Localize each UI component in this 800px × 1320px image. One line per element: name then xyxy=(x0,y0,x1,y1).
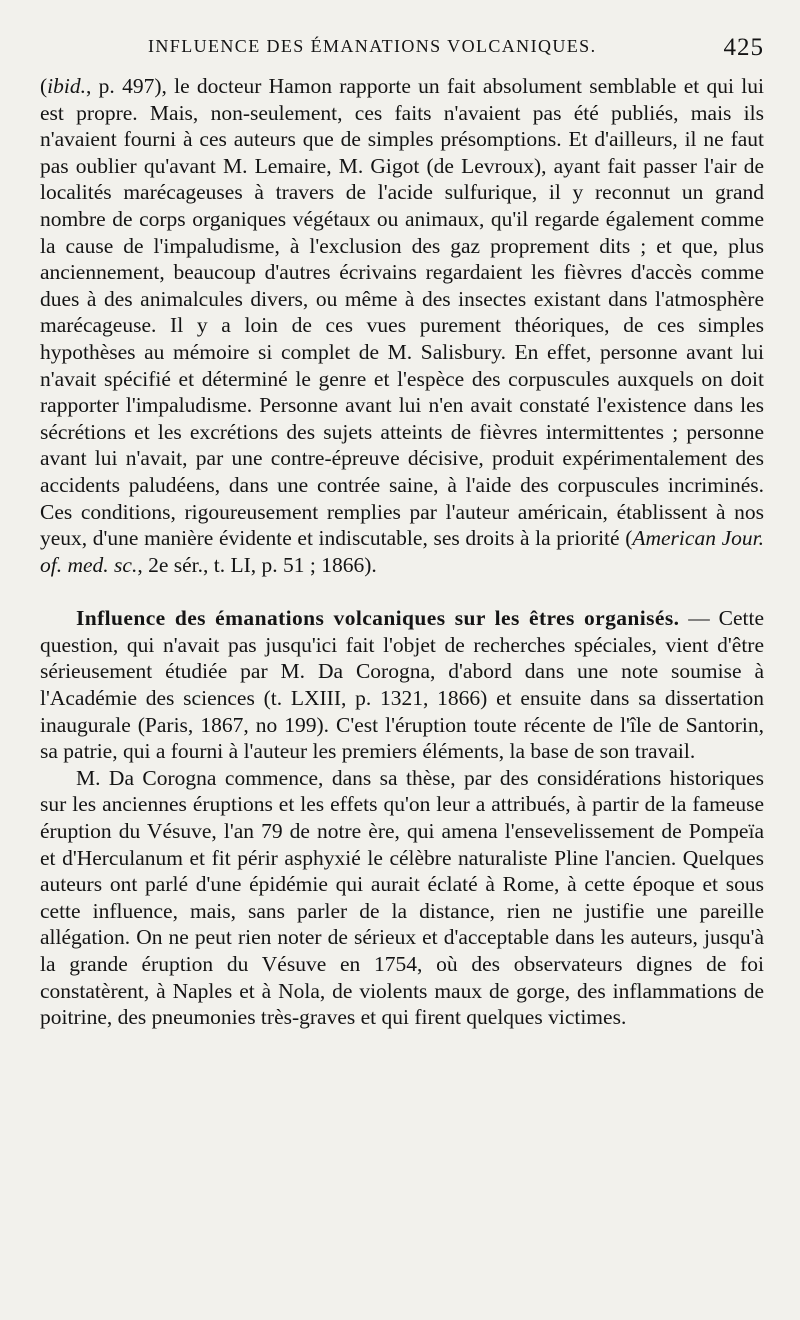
citation-end: , 2e sér., t. LI, p. 51 ; 1866). xyxy=(137,552,377,577)
ibid-reference: ibid. xyxy=(47,74,86,98)
section-text: — Cette question, qui n'avait pas jusqu'ici fait l'objet de recherches spéciales, vient d'être sérieusement étudiée par M. Da Corogna, d'abord dans une note soumise à l'Académie des sciences (t. LXIII, p. 1321, 1866) et ensuite dans sa dissertation inaugurale (Paris, 1867, no 199). C'est l'éruption toute récente de l'île de Santorin, sa patrie, qui a fourni à l'auteur les premiers éléments, la base de son travail. xyxy=(40,606,764,764)
running-header xyxy=(40,34,764,64)
running-title: INFLUENCE DES ÉMANATIONS VOLCANIQUES. xyxy=(148,36,597,56)
paragraph-1-text: , p. 497), le docteur Hamon rapporte un fait absolument semblable et qui lui est propre. Mais, non-seulement, ces faits n'avaient pas été publiés, mais ils n'avaient fourni à ces auteurs que de simples présomptions. Et d'ailleurs, il ne faut pas oublier qu'avant M. Lemaire, M. Gigot (de Levroux), ayant fait passer l'air de localités marécageuses à travers de l'acide sulfurique, il y reconnut un grand nombre de corps organiques végétaux ou animaux, qu'il regarde également comme la cause de l'impaludisme, à l'exclusion des gaz proprement dits ; et que, plus anciennement, beaucoup d'autres écrivains regardaient les fièvres d'accès comme dues à des animalcules divers, ou même à des insectes existant dans l'atmosphère marécageuse. Il y a loin de ces vues purement théoriques, de ces simples hypothèses au mémoire si complet de M. Salisbury. En effet, personne avant lui n'avait spécifié et déterminé le genre et l'espèce des corpuscules auxquels on doit rapporter l'impaludisme. Personne avant lui n'en avait constaté l'existence dans les sécrétions et les excrétions des sujets atteints de fièvres intermittentes ; personne avant lui n'avait, par une contre-épreuve décisive, produit expérimentalement des accidents paludéens, dans une contrée saine, à l'aide des corpuscules incriminés. Ces conditions, rigoureusement remplies par l'auteur américain, établissent à nos yeux, d'une manière évidente et indiscutable, ses droits à la priorité ( xyxy=(40,74,764,551)
paragraph-1: (ibid., p. 497), le docteur Hamon rapporte un fait absolument semblable et qui lui est propre. Mais, non-seulement, ces faits n'avaient pas été publiés, mais ils n'avaient fourni à ces auteurs que de simples présomptions. Et d'ailleurs, il ne faut pas oublier qu'avant M. Lemaire, M. Gigot (de Levroux), ayant fait passer l'air de localités marécageuses à travers de l'acide sulfurique, il y reconnut un grand nombre de corps organiques végétaux ou animaux, qu'il regarde également comme la cause de l'impaludisme, à l'exclusion des gaz proprement dits ; et que, plus anciennement, beaucoup d'autres écrivains regardaient les fièvres d'accès comme dues à des animalcules divers, ou même à des insectes existant dans l'atmosphère marécageuse. Il y a loin de ces vues purement théoriques, de ces simples hypothèses au mémoire si complet de M. Salisbury. En effet, personne avant lui n'avait spécifié et déterminé le genre et l'espèce des corpuscules auxquels on doit rapporter l'impaludisme. Personne avant lui n'en avait constaté l'existence dans les sécrétions et les excrétions des sujets atteints de fièvres intermittentes ; personne avant lui n'avait, par une contre-épreuve décisive, produit expérimentalement des accidents paludéens, dans une contrée saine, à l'aide des corpuscules incriminés. Ces conditions, rigoureusement remplies par l'auteur américain, établissent à nos yeux, d'une manière évidente et indiscutable, ses droits à la priorité (American Jour. of. med. sc., 2e sér., t. LI, p. 51 ; 1866). xyxy=(40,74,764,577)
section-heading: Influence des émanations volcaniques sur les êtres organisés. xyxy=(76,606,680,631)
page-number: 425 xyxy=(723,34,764,61)
section-paragraph xyxy=(40,605,764,765)
body-text xyxy=(40,73,764,1031)
paragraph-3: M. Da Corogna commence, dans sa thèse, par des considérations historiques sur les anciennes éruptions et les effets qu'on leur a attribués, à partir de la fameuse éruption du Vésuve, l'an 79 de notre ère, qui amena l'ensevelissement de Pompeïa et d'Herculanum et fit périr asphyxié le célèbre naturaliste Pline l'ancien. Quelques auteurs ont parlé d'une épidémie qui aurait éclaté à Rome, à cette époque et sous cette influence, mais, sans parler de la distance, rien ne justifie une pareille allégation. On ne peut rien noter de sérieux et d'acceptable dans les auteurs, jusqu'à la grande éruption du Vésuve en 1754, où des observateurs dignes de foi constatèrent, à Naples et à Nola, de violents maux de gorge, des inflammations de poitrine, des pneumonies très-graves et qui firent quelques victimes. xyxy=(40,765,764,1030)
journal-title: American Jour. of. med. sc. xyxy=(40,526,764,577)
